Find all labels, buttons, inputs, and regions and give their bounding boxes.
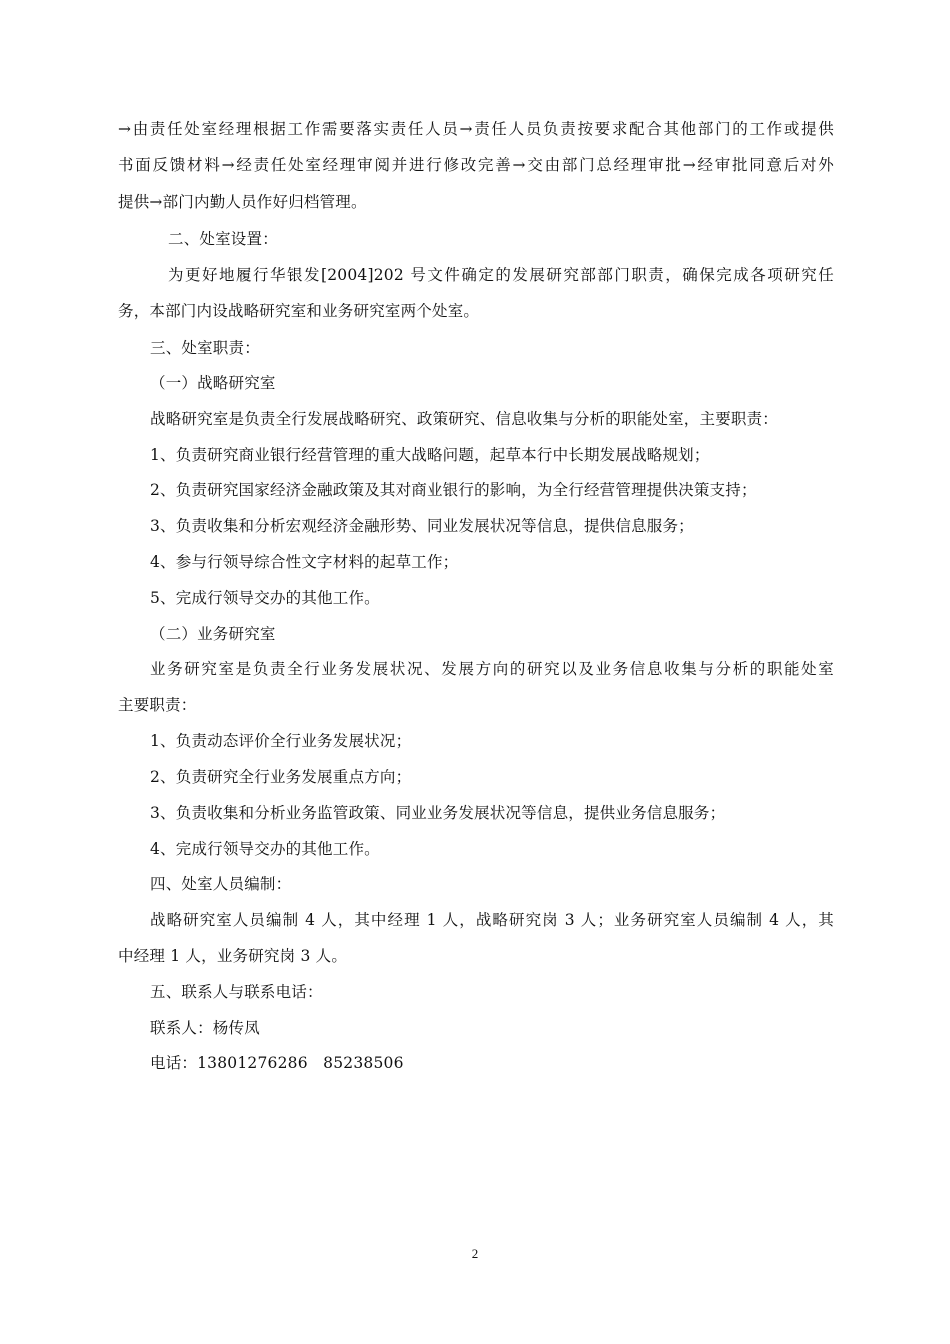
paragraph-line: 中经理 1 人，业务研究岗 3 人。 — [118, 947, 348, 965]
list-item: 4、参与行领导综合性文字材料的起草工作； — [150, 553, 459, 571]
list-item: 1、负责研究商业银行经营管理的重大战略问题，起草本行中长期发展战略规划； — [150, 446, 710, 464]
list-item: 5、完成行领导交办的其他工作。 — [150, 589, 380, 607]
section-heading: 二、处室设置： — [168, 230, 278, 248]
contact-person: 联系人：杨传凤 — [150, 1019, 260, 1037]
paragraph-line: 战略研究室人员编制 4 人，其中经理 1 人，战略研究岗 3 人；业务研究室人员编制 4 人，其 — [150, 911, 834, 929]
subsection-heading: （一）战略研究室 — [150, 374, 276, 392]
list-item: 2、负责研究国家经济金融政策及其对商业银行的影响，为全行经营管理提供决策支持； — [150, 481, 757, 499]
section-heading: 五、联系人与联系电话： — [150, 983, 323, 1001]
subsection-heading: （二）业务研究室 — [150, 625, 276, 643]
section-heading: 四、处室人员编制： — [150, 875, 292, 893]
paragraph-line: 提供→部门内勤人员作好归档管理。 — [118, 193, 367, 211]
list-item: 1、负责动态评价全行业务发展状况； — [150, 732, 412, 750]
paragraph-line: 业务研究室是负责全行业务发展状况、发展方向的研究以及业务信息收集与分析的职能处室 — [150, 660, 834, 678]
list-item: 4、完成行领导交办的其他工作。 — [150, 840, 380, 858]
paragraph-line: 书面反馈材料→经责任处室经理审阅并进行修改完善→交由部门总经理审批→经审批同意后对外 — [118, 156, 834, 174]
list-item: 3、负责收集和分析宏观经济金融形势、同业发展状况等信息，提供信息服务； — [150, 517, 694, 535]
list-item: 3、负责收集和分析业务监管政策、同业业务发展状况等信息，提供业务信息服务； — [150, 804, 726, 822]
paragraph-line: 主要职责： — [118, 696, 197, 714]
paragraph-line: 为更好地履行华银发[2004]202 号文件确定的发展研究部部门职责，确保完成各项研究任 — [168, 266, 834, 284]
paragraph-line: →由责任处室经理根据工作需要落实责任人员→责任人员负责按要求配合其他部门的工作或提供 — [118, 120, 834, 138]
page-number: 2 — [471, 1246, 479, 1261]
list-item: 2、负责研究全行业务发展重点方向； — [150, 768, 412, 786]
section-heading: 三、处室职责： — [150, 339, 260, 357]
contact-phone: 电话：13801276286 85238506 — [150, 1054, 404, 1072]
paragraph-line: 务，本部门内设战略研究室和业务研究室两个处室。 — [118, 302, 480, 320]
paragraph-line: 战略研究室是负责全行发展战略研究、政策研究、信息收集与分析的职能处室，主要职责： — [150, 410, 779, 428]
